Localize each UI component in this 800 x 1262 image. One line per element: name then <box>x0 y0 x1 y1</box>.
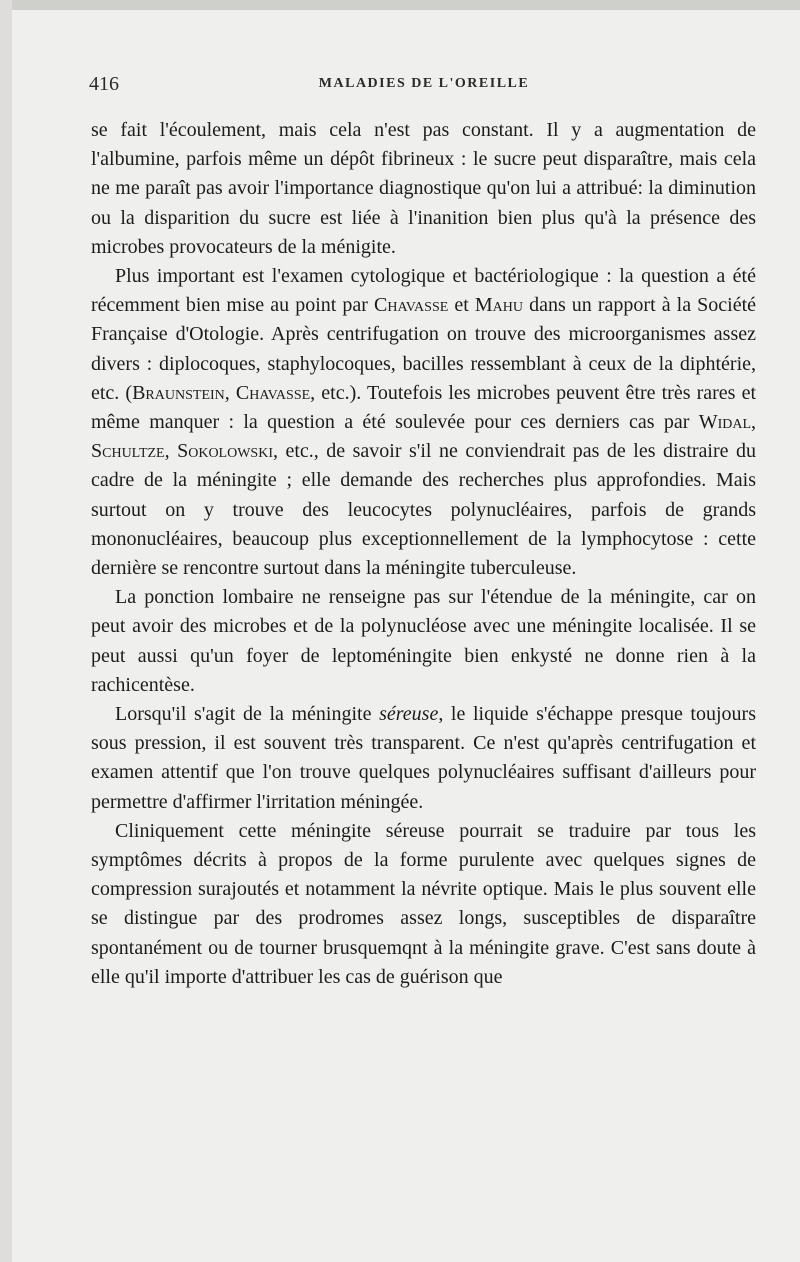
author-name: Widal <box>698 411 751 434</box>
text-run: se fait l'écoulement, mais cela n'est pas constant. Il y a augmentation de l'albumine, parfois même un dépôt fibrineux : le sucre peut disparaître, mais cela ne me paraît pas avoir l'importance diagnostique qu'on lui a attribué: la diminution ou la disparition du sucre est liée à l'inanition bien plus qu'à la présence des microbes provocateurs de la ménigite. <box>91 119 756 258</box>
author-name: Schultze <box>91 440 165 463</box>
paragraph <box>91 700 756 817</box>
author-name: Sokolowski <box>177 440 273 463</box>
text-run: , le liquide s'échappe presque toujours sous pression, il est souvent très transparent. Ce n'est qu'après centrifugation et examen attentif que l'on trouve quelques polynucléaires suffisant d'ailleurs pour permettre d'affirmer l'irritation méningée. <box>91 703 756 813</box>
text-run: , <box>164 440 178 463</box>
text-run: , etc.). Toutefois les microbes peuvent être très rares et même manquer : la question a été soulevée pour ces derniers cas par <box>91 381 756 434</box>
author-name: Mahu <box>474 294 523 317</box>
emphasis: séreuse <box>379 703 439 726</box>
text-run: Plus important est l'examen cytologique et bactériologique : la question a été récemment bien mise au point par <box>91 265 756 317</box>
author-name: Chavasse <box>235 381 311 404</box>
paragraph <box>91 817 756 992</box>
text-run: et <box>448 294 475 317</box>
text-run: dans un rapport à la Société Française d'Otologie. Après centrifugation on trouve des microorganismes assez divers : diplocoques, staphylocoques, bacilles ressemblant à ceux de la diphtérie, etc. ( <box>91 294 757 404</box>
scan-edge-left <box>0 0 12 1262</box>
running-title: MALADIES DE L'OREILLE <box>318 76 530 91</box>
scan-edge-top <box>0 0 800 10</box>
paragraph <box>91 116 756 262</box>
body-text <box>91 116 756 992</box>
text-run: Lorsqu'il s'agit de la méningite <box>115 703 380 726</box>
text-run: , <box>224 381 236 404</box>
author-name: Braunstein <box>132 381 225 404</box>
text-run: La ponction lombaire ne renseigne pas sur l'étendue de la méningite, car on peut avoir des microbes et de la polynucléose avec une méningite localisée. Il se peut aussi qu'un foyer de leptoméningite bien enkysté ne donne rien à la rachicentèse. <box>91 586 756 696</box>
page-number: 416 <box>89 73 119 95</box>
text-run: , <box>751 411 756 434</box>
paragraph <box>91 583 756 700</box>
paragraph <box>91 262 756 583</box>
page-header <box>89 73 759 101</box>
text-run: Cliniquement cette méningite séreuse pourrait se traduire par tous les symptômes décrits à propos de la forme purulente avec quelques signes de compression surajoutés et notamment la névrite optique. Mais le plus souvent elle se distingue par des prodromes assez longs, susceptibles de disparaître spontanément ou de tourner brusquemqnt à la méningite grave. C'est sans doute à elle qu'il importe d'attribuer les cas de guérison que <box>91 819 756 988</box>
author-name: Chavasse <box>374 294 449 317</box>
text-run: , etc., de savoir s'il ne conviendrait pas de les distraire du cadre de la méningite ; elle demande des recherches plus approfondies. Mais surtout on y trouve des leucocytes polynucléaires, parfois de grands mononucléaires, beaucoup plus exceptionnellement de la lymphocytose : cette dernière se rencontre surtout dans la méningite tuberculeuse. <box>91 440 756 580</box>
